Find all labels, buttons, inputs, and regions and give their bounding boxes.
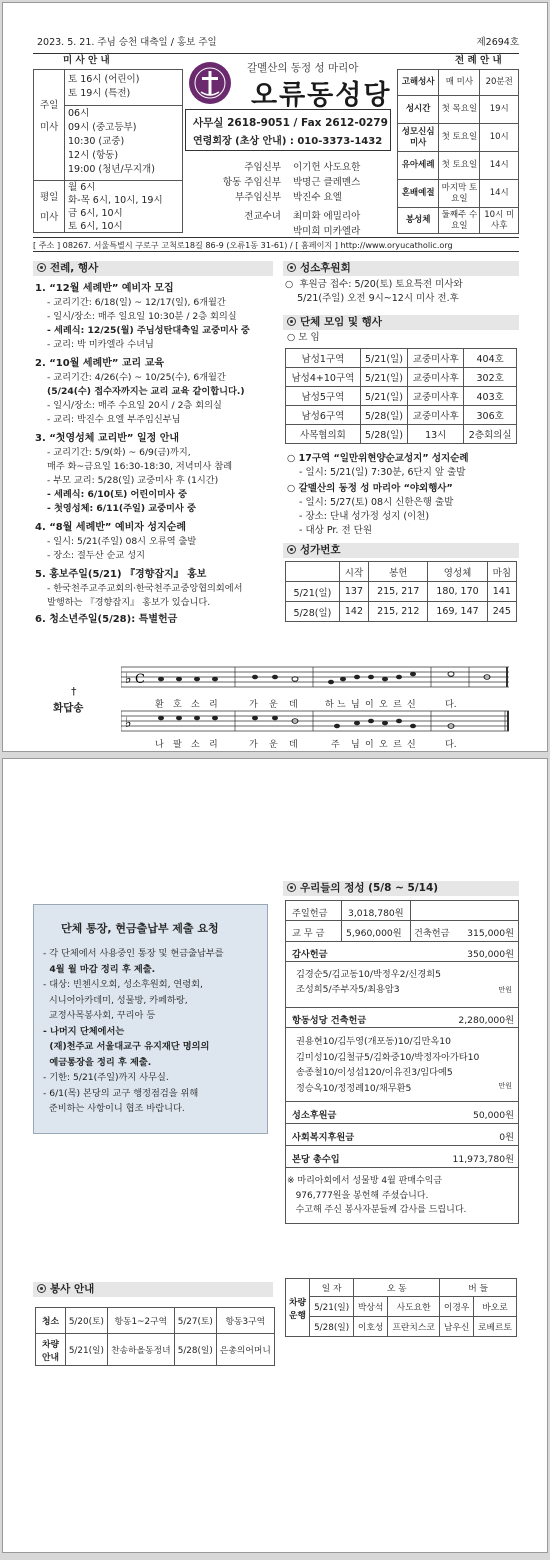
meeting-cell: 5/28(일) [360, 406, 407, 425]
notice-title: 단체 통장, 현금출납부 제출 요청 [61, 922, 219, 935]
meetings-table [285, 348, 517, 444]
hymn-header [286, 562, 340, 582]
offering-note [287, 1174, 466, 1218]
header-date: 2023. 5. 21. 주님 승천 대축일 / 홍보 주일 [37, 37, 217, 48]
lyric-syllable: 호 [173, 700, 182, 710]
meeting-cell: 5/21(일) [360, 387, 407, 406]
sunday-offering-amount: 3,018,780원 [348, 908, 404, 919]
meeting-cell: 남성5구역 [286, 387, 361, 406]
sacrament-table [397, 69, 519, 234]
liturgy-item-line: 매주 화~금요일 16:30-18:30, 저녁미사 참례 [47, 461, 233, 472]
meeting-cell: 교중미사후 [408, 368, 464, 387]
driving-cell: 남우신 [440, 1317, 474, 1337]
building-fund-amount: 315,000원 [467, 928, 514, 939]
service-date: 5/21(일) [66, 1334, 108, 1366]
hymn-cell: 5/21(일) [286, 582, 340, 602]
meeting-cell: 403호 [464, 387, 517, 406]
sacrament-when: 둘째주 수요일 [439, 208, 480, 234]
driving-cell: 이호성 [354, 1317, 388, 1337]
groups-section-header: 단체 모임 및 행사 [283, 315, 519, 330]
liturgy-item-line: - 첫영성체: 6/11(주일) 교중미사 중 [47, 503, 196, 514]
driving-cell: 5/21(일) [310, 1297, 354, 1317]
service-date: 5/28(일) [174, 1334, 216, 1366]
total-income-amount: 11,973,780원 [452, 1154, 514, 1165]
service-date: 5/27(토) [174, 1308, 216, 1334]
header-rule [33, 53, 519, 54]
sacrament-name: 고해성사 [398, 70, 439, 96]
clergy-name: 이기헌 사도요한 [293, 162, 361, 173]
sacrament-time: 14시 [480, 152, 519, 180]
lyric-syllable: 다. [445, 740, 457, 750]
bulletin-page-1 [2, 2, 548, 752]
liturgy-guide-title: 전 례 안 내 [455, 55, 502, 66]
meeting-cell: 5/21(일) [360, 368, 407, 387]
hymn-cell: 5/28(일) [286, 602, 340, 622]
meeting-cell: 5/28(일) [360, 425, 407, 444]
section-bullet-icon [287, 317, 296, 326]
weekday-mass-3: 금 6시, 10시 [68, 208, 123, 219]
notice-body [43, 946, 265, 1117]
sun-mass-3: 10:30 (교중) [68, 136, 125, 147]
fund-line: ○ 후원금 접수: 5/20(토) 토요특전 미사와 [285, 279, 463, 290]
notice-line: 준비하는 사항이니 협조 바랍니다. [43, 1103, 185, 1114]
tithe-amount: 5,960,000원 [346, 928, 402, 939]
notice-line: - 각 단체에서 사용중인 통장 및 현금출납부를 [43, 948, 224, 959]
liturgy-item-title: 2. “10월 세례반” 교리 교육 [35, 358, 165, 369]
welfare-fund-label: 사회복지후원금 [292, 1132, 355, 1143]
vocation-fund-label: 성소후원금 [292, 1110, 337, 1121]
lyric-syllable: 신 [407, 700, 416, 710]
driving-table [285, 1278, 517, 1337]
hymn-header: 영성체 [428, 562, 487, 582]
liturgy-item-title: 1. “12월 세례반” 예비자 모집 [35, 283, 174, 294]
notice-line: 4월 월 마감 정리 후 제출. [43, 963, 156, 975]
office-phone: 사무실 2618-9051 / Fax 2612-0279 [193, 117, 388, 129]
section-bullet-icon [287, 263, 296, 272]
meeting-cell: 5/21(일) [360, 349, 407, 368]
offering-note-line: ※ 마리아회에서 성물방 4월 판매수익금 [287, 1176, 443, 1186]
lyric-syllable: 다. [445, 700, 457, 710]
lyric-syllable: 운 [269, 700, 278, 710]
outing-line: - 대상 Pr. 전 단원 [299, 525, 373, 536]
lyric-syllable: 느 [337, 700, 346, 710]
clergy-name: 박명근 클레멘스 [293, 177, 361, 188]
weekday-mass-4: 토 6시, 10시 [68, 221, 123, 232]
sacrament-name: 성모신심 미사 [398, 124, 439, 152]
parish-motto: 갈멜산의 동정 성 마리아 [247, 62, 359, 74]
lyric-syllable: 이 [365, 700, 374, 710]
lyric-syllable: 오 [379, 700, 388, 710]
section-bullet-icon [37, 1284, 46, 1293]
sun-mass-1: 06시 [68, 108, 90, 119]
hymn-cell: 245 [487, 602, 516, 622]
lyrics-line-2 [121, 737, 511, 751]
liturgy-item-line: - 교리기간: 6/18(일) ~ 12/17(일), 6개월간 [47, 297, 226, 308]
driving-header: 버 들 [440, 1279, 517, 1297]
service-group: 찬송하올동정녀 [107, 1334, 174, 1366]
service-table [35, 1307, 275, 1366]
building-fund-label: 건축헌금 [414, 928, 450, 939]
section-bullet-icon [287, 883, 296, 892]
fund-section-header: 성소후원회 [283, 261, 519, 276]
notice-line: - 기한: 5/21(주일)까지 사무실. [43, 1072, 169, 1083]
service-group: 항동3구역 [216, 1308, 274, 1334]
hymn-cell: 142 [339, 602, 368, 622]
mass-label: 미사 [40, 122, 59, 133]
sacrament-when: 첫 토요일 [439, 152, 480, 180]
clergy-role: 주임신부 [244, 162, 281, 173]
lyric-syllable: 이 [365, 740, 374, 750]
driving-cell: 박상석 [354, 1297, 388, 1317]
hymn-cell: 215, 212 [369, 602, 428, 622]
sunday-label: 주일 [40, 100, 59, 111]
outing-line: - 장소: 단내 성가정 성지 (이천) [299, 511, 430, 522]
liturgy-item-line: - 일시/장소: 매주 수요일 20시 / 2층 회의실 [47, 400, 222, 411]
lyric-syllable: 리 [209, 700, 218, 710]
weekday-mass-2: 화-목 6시, 10시, 19시 [68, 195, 163, 206]
liturgy-item-line: - 장소: 절두산 순교 성지 [47, 550, 145, 561]
liturgy-item-title: 4. “8월 세례반” 예비자 성지순례 [35, 522, 187, 533]
liturgy-item-line: - 교리기간: 5/9(화) ~ 6/9(금)까지, [47, 447, 191, 458]
driving-cell: 5/28(일) [310, 1317, 354, 1337]
lyric-syllable: 가 [249, 700, 258, 710]
notice-line: - 대상: 빈첸시오회, 성소후원회, 연령회, [43, 979, 203, 990]
hangdong-fund-amount: 2,280,000원 [458, 1015, 514, 1026]
liturgy-items [35, 281, 280, 627]
service-date: 5/20(토) [66, 1308, 108, 1334]
sun-mass-2: 09시 (중고등부) [68, 122, 137, 133]
hymn-header: 마침 [487, 562, 516, 582]
sacrament-when: 첫 토요일 [439, 124, 480, 152]
car-label: 차량안내 [36, 1334, 66, 1366]
address-bar: [ 주소 ] 08267. 서울특별시 구로구 고척로18길 86-9 (오류1동 31-61) / [ 홈페이지 ] http://www.oryucatholic.org [33, 237, 519, 252]
meeting-cell: 남성4+10구역 [286, 368, 361, 387]
sun-mass-4: 12시 (항동) [68, 150, 119, 161]
hymn-header: 봉헌 [369, 562, 428, 582]
clean-label: 청소 [36, 1308, 66, 1334]
sacrament-time: 19시 [480, 96, 519, 124]
lyric-syllable: 데 [289, 740, 298, 750]
notice-line: 시니어아카데미, 성물방, 카페하랑, [43, 994, 188, 1006]
sacrament-time: 14시 [480, 180, 519, 208]
meeting-cell: 교중미사후 [408, 349, 464, 368]
mass-guide-title: 미 사 안 내 [63, 55, 110, 66]
fund-line: 5/21(주일) 오전 9시~12시 미사 전.후 [285, 293, 459, 304]
meeting-cell: 404호 [464, 349, 517, 368]
notice-line: - 6/1(목) 본당의 교구 행정점검을 위해 [43, 1087, 199, 1099]
liturgy-item-line: (5/24(수) 접수자까지는 교리 교육 같이합니다.) [47, 386, 245, 397]
clergy-role: 부주임신부 [235, 192, 281, 203]
sacrament-when: 매 미사 [439, 70, 480, 96]
meeting-cell: 사목협의회 [286, 425, 361, 444]
offering-note-line: 수고해 주신 봉사자분들께 감사를 드립니다. [287, 1205, 467, 1215]
lyric-syllable: 데 [289, 700, 298, 710]
svg-text:♭: ♭ [125, 715, 132, 731]
sunday-offering-label: 주일헌금 [292, 908, 328, 919]
liturgy-item-line: - 교리기간: 4/26(수) ~ 10/25(수), 6개월간 [47, 372, 226, 383]
cross-icon: † [71, 685, 77, 698]
liturgy-item-title: 6. 청소년주일(5/28): 특별헌금 [35, 614, 178, 625]
lyric-syllable: 나 [155, 740, 164, 750]
meeting-cell: 2층회의실 [464, 425, 517, 444]
liturgy-item-line: 발행하는 『경향잡지』 홍보가 있습니다. [47, 597, 211, 608]
sacrament-name: 유아세례 [398, 152, 439, 180]
lyric-syllable: 하 [325, 700, 334, 710]
sacrament-name: 봉성체 [398, 208, 439, 234]
parish-seal-logo [187, 58, 233, 108]
lyric-syllable: 르 [393, 700, 402, 710]
notice-line: 교정사목봉사회, 꾸리아 등 [43, 1010, 156, 1021]
sacrament-when: 첫 목요일 [439, 96, 480, 124]
hangdong-fund-names: 권용현10/김두영(개포동)10/김만옥10 김미성10/김철규5/김화중10/박정자아가타10 송종철10/이성섭120/이유진3/임다예5 정승옥10/정정례10/채무환5 [296, 1036, 480, 1094]
service-section-header: 봉사 안내 [33, 1282, 273, 1297]
music-staff-1 [121, 661, 511, 697]
lyric-syllable: 오 [379, 740, 388, 750]
liturgy-item-title: 5. 홍보주일(5/21) 『경향잡지』 홍보 [35, 569, 207, 580]
hymn-section-header: 성가번호 [283, 543, 519, 558]
lyric-syllable: 가 [249, 740, 258, 750]
lyric-syllable: 운 [269, 740, 278, 750]
clergy-list [199, 160, 389, 239]
pilgrimage-title: ○ 17구역 “일만위현양순교성지” 성지순례 [287, 453, 469, 464]
notice-line: (재)천주교 서울대교구 유지재단 명의의 [43, 1041, 210, 1052]
meeting-cell: 교중미사후 [408, 387, 464, 406]
meetings-label: ○ 모 임 [287, 332, 320, 343]
offering-note-line: 976,777원을 봉헌해 주셨습니다. [287, 1190, 429, 1201]
clergy-name: 박진수 요엘 [293, 192, 342, 203]
meeting-cell: 교중미사후 [408, 406, 464, 425]
vocation-fund-amount: 50,000원 [472, 1110, 514, 1121]
notice-line: - 나머지 단체에서는 [43, 1025, 125, 1037]
weekday-mass-1: 월 6시 [68, 182, 96, 193]
sacrament-time: 20분전 [480, 70, 519, 96]
liturgy-item-title: 3. “첫영성체 교리반” 일정 안내 [35, 433, 180, 444]
sacrament-time: 10시 미사후 [480, 208, 519, 234]
psalm-label: 화답송 [53, 702, 84, 714]
lyric-syllable: 님 [351, 700, 360, 710]
meeting-cell: 306호 [464, 406, 517, 425]
lyric-syllable: 팔 [173, 740, 182, 750]
hymn-cell: 215, 217 [369, 582, 428, 602]
liturgy-item-line: - 한국천주교주교회의·한국천주교중앙협의회에서 [47, 583, 243, 594]
meeting-cell: 13시 [408, 425, 464, 444]
liturgy-item-line: - 교리: 박 미카엘라 수녀님 [47, 339, 154, 350]
hymn-cell: 180, 170 [428, 582, 487, 602]
driving-cell: 바오로 [473, 1297, 516, 1317]
service-group: 항동1~2구역 [107, 1308, 174, 1334]
driving-cell: 로베르토 [473, 1317, 516, 1337]
clergy-name: 박미희 미카엘라 [293, 226, 361, 237]
pilgrimage-line: - 일시: 5/21(일) 7:30분, 6단지 앞 출발 [299, 467, 466, 478]
parish-name: 오류동성당 [251, 80, 392, 111]
sat-mass-2: 토 19시 (특전) [68, 88, 131, 99]
bulletin-page-2 [2, 758, 548, 1553]
sacrament-name: 성시간 [398, 96, 439, 124]
sat-mass-1: 토 16시 (어린이) [68, 74, 140, 85]
lyric-syllable: 주 [331, 740, 340, 750]
sun-mass-5: 19:00 (청년/무지개) [68, 164, 155, 175]
liturgy-item-line: - 부모 교리: 5/28(일) 교중미사 후 (1시간) [47, 475, 219, 486]
thanks-offering-amount: 350,000원 [467, 949, 514, 960]
outing-line: - 일시: 5/27(토) 08시 신한은행 출발 [299, 497, 454, 508]
weekday-label-2: 미사 [40, 212, 59, 223]
hymn-cell: 169, 147 [428, 602, 487, 622]
driving-header: 일 자 [310, 1279, 354, 1297]
offering-section-header: 우리들의 정성 (5/8 ~ 5/14) [283, 881, 519, 896]
driving-cell: 사도요한 [387, 1297, 439, 1317]
driving-header: 오 동 [354, 1279, 440, 1297]
meeting-cell: 남성6구역 [286, 406, 361, 425]
section-bullet-icon [37, 263, 46, 272]
lyric-syllable: 르 [393, 740, 402, 750]
service-group: 은총의어머니 [216, 1334, 274, 1366]
liturgy-item-line: - 세례식: 6/10(토) 어린이미사 중 [47, 489, 187, 500]
meeting-cell: 남성1구역 [286, 349, 361, 368]
liturgy-item-line: - 세례식: 12/25(월) 주님성탄대축일 교중미사 중 [47, 325, 250, 336]
tithe-label: 교 무 금 [292, 928, 325, 939]
lyric-syllable: 님 [351, 740, 360, 750]
hymn-cell: 141 [487, 582, 516, 602]
thanks-offering-names: 김경순5/김교동10/박정우2/신경희5 조성희5/주부자5/최용암3 [296, 969, 442, 995]
outing-title: ○ 갈멜산의 동정 성 마리아 “야외행사” [287, 483, 453, 494]
liturgy-item-line: - 일시/장소: 매주 일요일 10:30분 / 2층 회의실 [47, 311, 237, 322]
liturgy-item-line: - 교리: 박진수 요엘 부주임신부님 [47, 414, 181, 425]
liturgy-item-line: - 일시: 5/21(주일) 08시 오류역 출발 [47, 536, 197, 547]
hymn-cell: 137 [339, 582, 368, 602]
driving-cell: 이경우 [440, 1297, 474, 1317]
council-phone: 연령회장 (초상 안내) : 010-3373-1432 [193, 136, 383, 147]
driving-label: 차량운행 [286, 1279, 310, 1337]
sacrament-time: 10시 [480, 124, 519, 152]
clergy-role: 항동 주임신부 [222, 177, 281, 188]
mass-guide-box [33, 69, 183, 233]
thanks-offering-label: 감사헌금 [292, 949, 328, 960]
svg-text:♭: ♭ [125, 671, 132, 687]
lyric-syllable: 신 [407, 740, 416, 750]
weekday-label-1: 평일 [40, 192, 59, 203]
clergy-name: 최미화 에밀리아 [293, 211, 361, 222]
hangdong-fund-label: 항동성당 건축헌금 [292, 1015, 367, 1026]
driving-cell: 프란치스코 [387, 1317, 439, 1337]
meeting-cell: 302호 [464, 368, 517, 387]
section-bullet-icon [287, 545, 296, 554]
clergy-role: 전교수녀 [244, 211, 281, 222]
hangdong-unit: 만원 [498, 1082, 512, 1090]
welfare-fund-amount: 0원 [499, 1132, 514, 1143]
hymn-table [285, 561, 517, 622]
total-income-label: 본당 총수입 [292, 1154, 340, 1165]
thanks-unit: 만원 [498, 986, 512, 994]
sacrament-when: 마지막 토요일 [439, 180, 480, 208]
hymn-header: 시작 [339, 562, 368, 582]
lyric-syllable: 환 [155, 700, 164, 710]
liturgy-section-header: 전례, 행사 [33, 261, 273, 276]
sacrament-name: 혼배예절 [398, 180, 439, 208]
issue-number: 제2694호 [476, 37, 519, 48]
lyric-syllable: 소 [191, 700, 200, 710]
music-staff-2 [121, 705, 511, 739]
lyric-syllable: 리 [209, 740, 218, 750]
lyric-syllable: 소 [191, 740, 200, 750]
notice-line: 예금통장을 정리 후 제출. [43, 1056, 152, 1068]
svg-text:C: C [135, 672, 145, 687]
